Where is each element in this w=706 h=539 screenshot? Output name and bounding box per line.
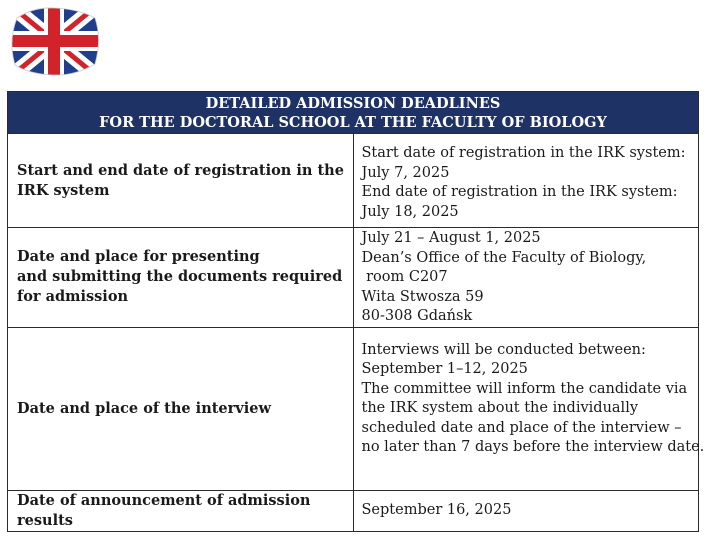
value-line: 80-308 Gdańsk [361, 308, 473, 324]
value-line: September 1–12, 2025 [361, 361, 528, 377]
label-line: Start and end date of registration in the [17, 161, 344, 179]
row-value-results [353, 490, 699, 531]
value-line: End date of registration in the IRK system: [361, 184, 678, 200]
uk-flag-icon [9, 4, 99, 78]
admission-deadlines-table [7, 91, 705, 532]
row-label-interview [8, 327, 354, 490]
label-line: Date and place of the interview [17, 399, 271, 417]
value-line: September 16, 2025 [361, 501, 512, 518]
row-label-documents [8, 228, 354, 328]
label-line: results [17, 511, 73, 529]
table-row [8, 228, 699, 328]
row-label-results [8, 490, 354, 531]
value-line: room C207 [361, 269, 448, 285]
value-line: July 7, 2025 [361, 164, 450, 181]
value-line: the IRK system about the individually [361, 400, 639, 416]
label-line: Date and place for presenting [17, 248, 260, 266]
value-line: July 18, 2025 [361, 203, 459, 220]
label-line: for admission [17, 288, 129, 306]
value-line: Dean’s Office of the Faculty of Biology, [361, 249, 647, 266]
value-line: Wita Stwosza 59 [361, 288, 484, 305]
value-line: no later than 7 days before the interview date. [361, 439, 705, 455]
table-header [8, 92, 699, 134]
header-title-line-2: FOR THE DOCTORAL SCHOOL AT THE FACULTY OF BIOLOGY [99, 113, 607, 131]
label-line: IRK system [17, 181, 110, 199]
value-line: scheduled date and place of the interview – [361, 419, 682, 436]
table-row [8, 490, 699, 531]
value-line: The committee will inform the candidate via [361, 380, 688, 397]
value-line: Start date of registration in the IRK system: [361, 145, 686, 161]
row-value-interview [353, 327, 705, 490]
label-line: and submitting the documents required [17, 268, 343, 286]
row-value-registration [353, 134, 699, 228]
row-label-registration [8, 134, 354, 228]
label-line: Date of announcement of admission [17, 491, 311, 509]
table-row [8, 327, 699, 490]
row-value-documents [353, 228, 699, 328]
value-line: Interviews will be conducted between: [361, 341, 646, 358]
header-title-line-1: DETAILED ADMISSION DEADLINES [205, 94, 501, 112]
table-row [8, 134, 699, 228]
value-line: July 21 – August 1, 2025 [361, 230, 541, 246]
